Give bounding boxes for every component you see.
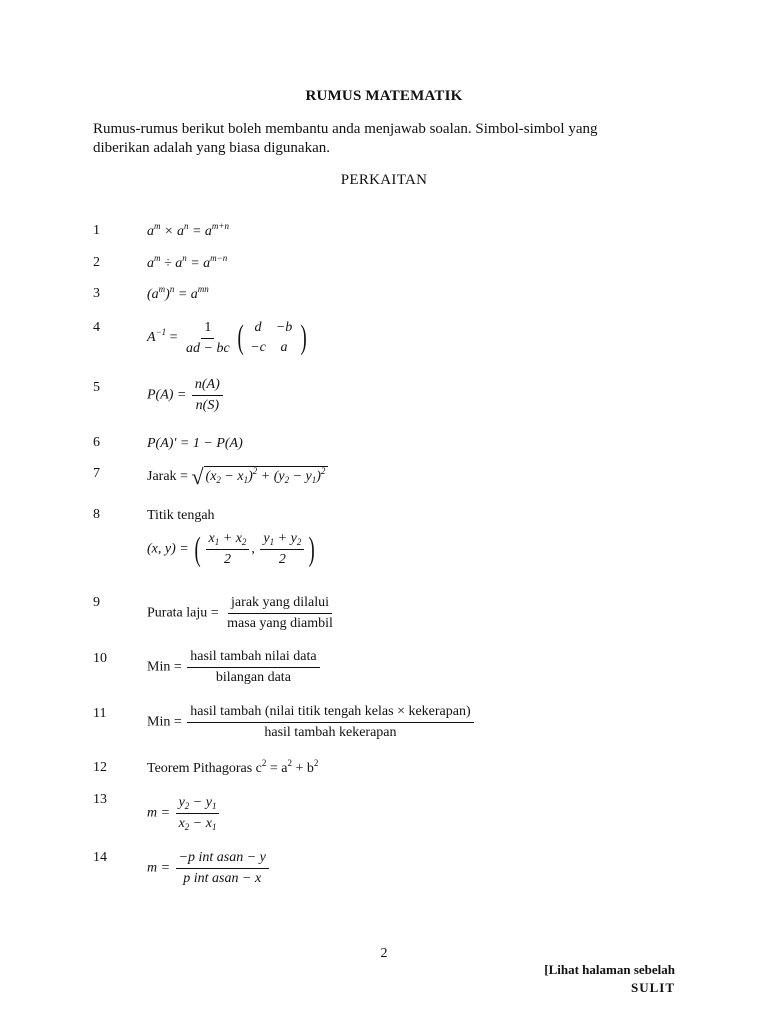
square-root: √ $(x_2 - x_1)^2 + (y_2 - y_1)^2$ [191,466,328,488]
formula-number: 9 [93,595,100,610]
formula-number: 12 [93,760,107,775]
formula-7: Jarak = √ $(x_2 - x_1)^2 + (y_2 - y_1)^2$ [147,466,328,488]
next-page-note: [Lihat halaman sebelah [544,962,675,977]
formula-number: 8 [93,507,100,522]
formula-number: 3 [93,286,100,301]
formula-number: 5 [93,380,100,395]
page-number: 2 [380,946,388,961]
formula-number: 7 [93,466,100,481]
formula-1: $a^m \times a^n = a^{m+n}$ [147,221,229,239]
formula-11: Min = $\frac{\text{hasil tambah (nilai titik tengah kelas × kekerapan)}}{\text{hasil tambah kekerapan}}$ [147,703,476,742]
formula-number: 1 [93,223,100,238]
formula-10: Min = $\frac{\text{hasil tambah nilai data}}{\text{bilangan data}}$ [147,648,322,687]
formula-number: 10 [93,651,107,666]
formula-number: 11 [93,706,107,721]
formula-13: m = $\frac{y_2 - y_1}{x_2 - x_1}$ [147,794,221,833]
formula-number: 14 [93,850,107,865]
formula-number: 6 [93,435,100,450]
page-title: RUMUS MATEMATIK [305,88,463,104]
formula-12: Teorem Pithagoras $c^2 = a^2 + b^2$ [147,758,319,776]
formula-8-label: Titik tengah [147,508,215,523]
formula-6: P(A)' = 1 − P(A) [147,436,243,451]
formula-9: Purata laju = $\frac{\text{jarak yang dilalui}}{\text{masa yang diambil}}$ [147,595,333,631]
formula-number: 2 [93,255,100,270]
intro-text: Rumus-rumus berikut boleh membantu anda menjawab soalan. Simbol-simbol yang diberikan adalah yang biasa digunakan. [93,121,598,156]
formula-4: $A^{-1}$ = $\frac{1}{ad - bc}$ ( d −b −c a ) [147,319,307,356]
matrix: d −b −c a [250,320,293,355]
classification-mark: SULIT [630,980,675,995]
formula-number: 13 [93,792,107,807]
formula-5: P(A) = $\frac{n(A)}{n(S)}$ [147,376,225,415]
formula-3: $(a^m)^n = a^{mn}$ [147,284,209,302]
formula-8: (x, y) = ( $\frac{x_1 + x_2}{2}$ , $\frac{y_1 + y_2}{2}$ ) [147,530,316,568]
formula-14: m = $\frac{\text{−p int asan − y}}{\text{p int asan − x}}$ [147,849,271,888]
section-heading: PERKAITAN [340,172,428,188]
formula-2: $a^m \div a^n = a^{m-n}$ [147,253,228,271]
formula-number: 4 [93,320,100,335]
